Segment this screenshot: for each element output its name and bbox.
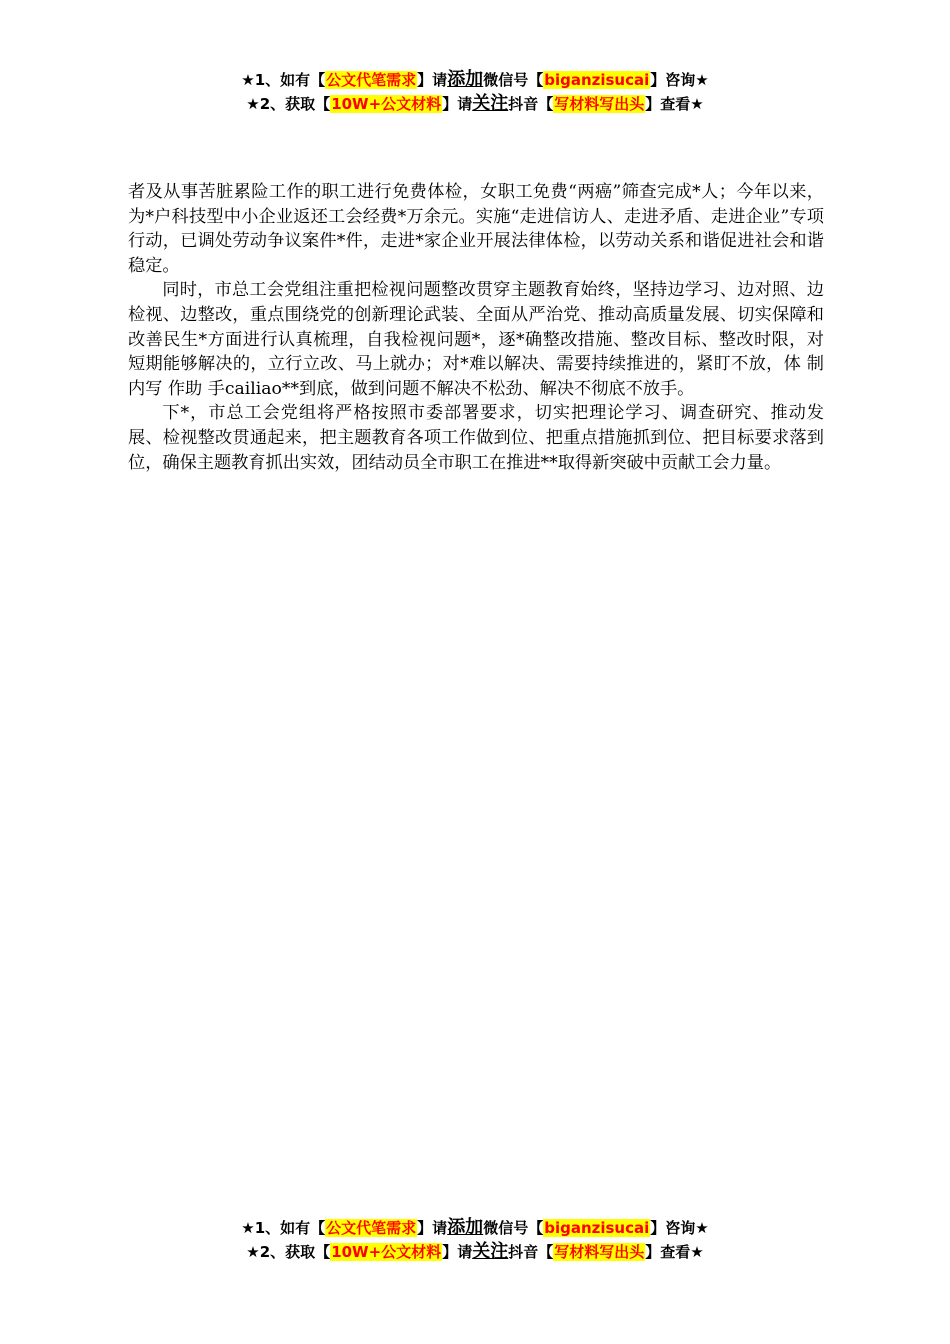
banner-text: 】请 — [442, 95, 473, 113]
paragraph: 者及从事苦脏累险工作的职工进行免费体检，女职工免费“两癌”筛查完成*人；今年以来，为*户科技型中小企业返还工会经费*万余元。实施“走进信访人、走进矛盾、走进企业”专项行动，已调处劳动争议案件*件，走进*家企业开展法律体检，以劳动关系和谐促进社会和谐稳定。 — [128, 182, 824, 276]
banner-text: ★2、获取【 — [246, 1243, 331, 1261]
banner-text: 微信号【 — [483, 71, 544, 89]
highlight-text: 10W+公文材料 — [331, 1243, 442, 1261]
highlight-text: 公文代笔需求 — [326, 1219, 417, 1237]
wechat-id: biganzisucai — [544, 1219, 650, 1237]
emphasis-text: 关注 — [472, 93, 509, 114]
banner-text: 】请 — [442, 1243, 473, 1261]
banner-text: 】咨询★ — [650, 1219, 709, 1237]
paragraph: 下*，市总工会党组将严格按照市委部署要求，切实把理论学习、调查研究、推动发展、检视整改贯通起来，把主题教育各项工作做到位、把重点措施抓到位、把目标要求落到位，确保主题教育抓出实效，团结动员全市职工在推进**取得新突破中贡献工会力量。 — [128, 403, 824, 473]
banner-line-1 — [0, 68, 950, 92]
banner-text: 抖音【 — [508, 1243, 554, 1261]
banner-text: 】请 — [417, 71, 448, 89]
banner-text: 微信号【 — [483, 1219, 544, 1237]
emphasis-text: 添加 — [447, 1217, 484, 1238]
banner-text: ★1、如有【 — [241, 1219, 326, 1237]
emphasis-text: 添加 — [447, 69, 484, 90]
header-banner — [0, 68, 950, 116]
document-body — [128, 180, 824, 475]
banner-text: 】请 — [417, 1219, 448, 1237]
banner-text: ★2、获取【 — [246, 95, 331, 113]
banner-text: ★1、如有【 — [241, 71, 326, 89]
highlight-text: 10W+公文材料 — [331, 95, 442, 113]
wechat-id: biganzisucai — [544, 71, 650, 89]
footer-banner — [0, 1216, 950, 1264]
paragraph: 同时，市总工会党组注重把检视问题整改贯穿主题教育始终，坚持边学习、边对照、边检视、边整改，重点围绕党的创新理论武装、全面从严治党、推动高质量发展、切实保障和改善民生*方面进行认真梳理，自我检视问题*，逐*确整改措施、整改目标、整改时限，对短期能够解决的，立行立改、马上就办；对*难以解决、需要持续推进的，紧盯不放，体 制内写 作助 手cailiao**到底，做到问题不解决不松劲、解决不彻底不放手。 — [128, 280, 824, 399]
banner-text: 抖音【 — [508, 95, 554, 113]
douyin-id: 写材料写出头 — [554, 1243, 645, 1261]
banner-line-1 — [0, 1216, 950, 1240]
banner-line-2 — [0, 92, 950, 116]
highlight-text: 公文代笔需求 — [326, 71, 417, 89]
banner-text: 】查看★ — [645, 1243, 704, 1261]
banner-line-2 — [0, 1240, 950, 1264]
banner-text: 】咨询★ — [650, 71, 709, 89]
douyin-id: 写材料写出头 — [554, 95, 645, 113]
emphasis-text: 关注 — [472, 1241, 509, 1262]
banner-text: 】查看★ — [645, 95, 704, 113]
